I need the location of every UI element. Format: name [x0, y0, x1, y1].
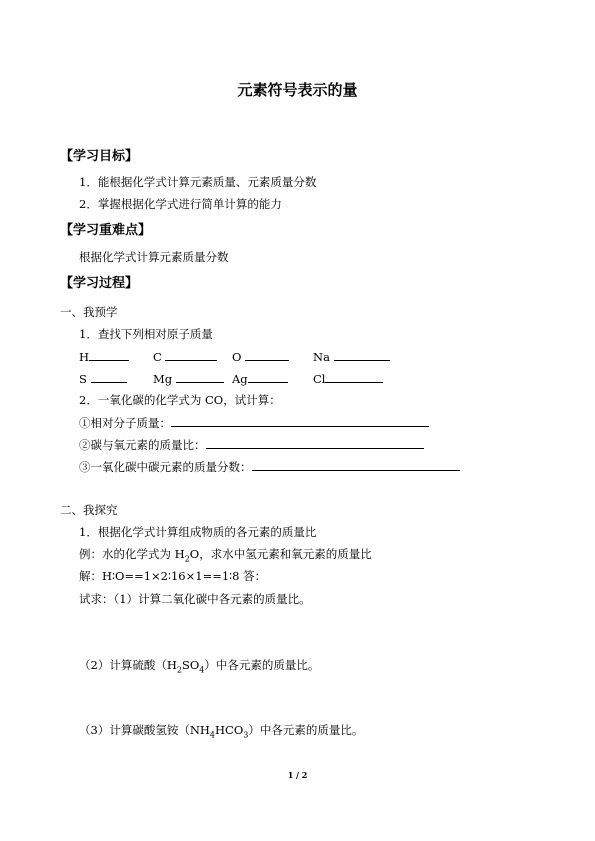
explore-try-2: （2）计算硫酸$(H_2SO_4)$中各元素的质量比。 — [79, 658, 320, 675]
goal-item-1: 1．能根据化学式计算元素质量、元素质量分数 — [79, 175, 317, 189]
keypoints-text: 根据化学式计算元素质量分数 — [79, 250, 229, 264]
element-mg: Mg — [153, 371, 224, 386]
element-s: S — [79, 371, 127, 386]
page-number: 1 / 2 — [287, 770, 308, 780]
process-heading: 【学习过程】 — [60, 276, 139, 291]
explore-example: 例：水的化学式为 $H_2O$，求水中氢元素和氧元素的质量比 — [79, 547, 372, 564]
preview-sub1: ①相对分子质量： — [79, 415, 429, 430]
preview-q2: 2．一氧化碳的化学式为 CO，试计算： — [79, 393, 281, 407]
element-cl: Cl — [313, 371, 383, 386]
explore-solution: 解：H∶O==1×2∶16×1==1∶8 答： — [79, 569, 267, 583]
element-ag: Ag — [232, 371, 288, 386]
goals-heading: 【学习目标】 — [60, 149, 139, 164]
keypoints-heading: 【学习重难点】 — [60, 223, 152, 238]
explore-q1: 1．根据化学式计算组成物质的各元素的质量比 — [79, 525, 317, 539]
page-title: 元素符号表示的量 — [237, 81, 358, 99]
explore-try-1: 试求：（1）计算二氧化碳中各元素的质量比。 — [79, 592, 311, 606]
element-o: O — [232, 349, 289, 364]
explore-try-3: （3）计算碳酸氢铵$(NH_4HCO_3)$中各元素的质量比。 — [79, 723, 364, 740]
explore-heading: 二、我探究 — [60, 503, 118, 517]
preview-sub2: ②碳与氧元素的质量比： — [79, 437, 424, 452]
preview-sub3: ③一氧化碳中碳元素的质量分数： — [79, 459, 460, 474]
preview-heading: 一、我预学 — [60, 305, 118, 319]
element-na: Na — [313, 349, 390, 364]
element-h: H — [79, 349, 129, 364]
goal-item-2: 2．掌握根据化学式进行简单计算的能力 — [79, 197, 282, 211]
element-c: C — [153, 349, 217, 364]
preview-q1: 1．查找下列相对原子质量 — [79, 327, 213, 341]
